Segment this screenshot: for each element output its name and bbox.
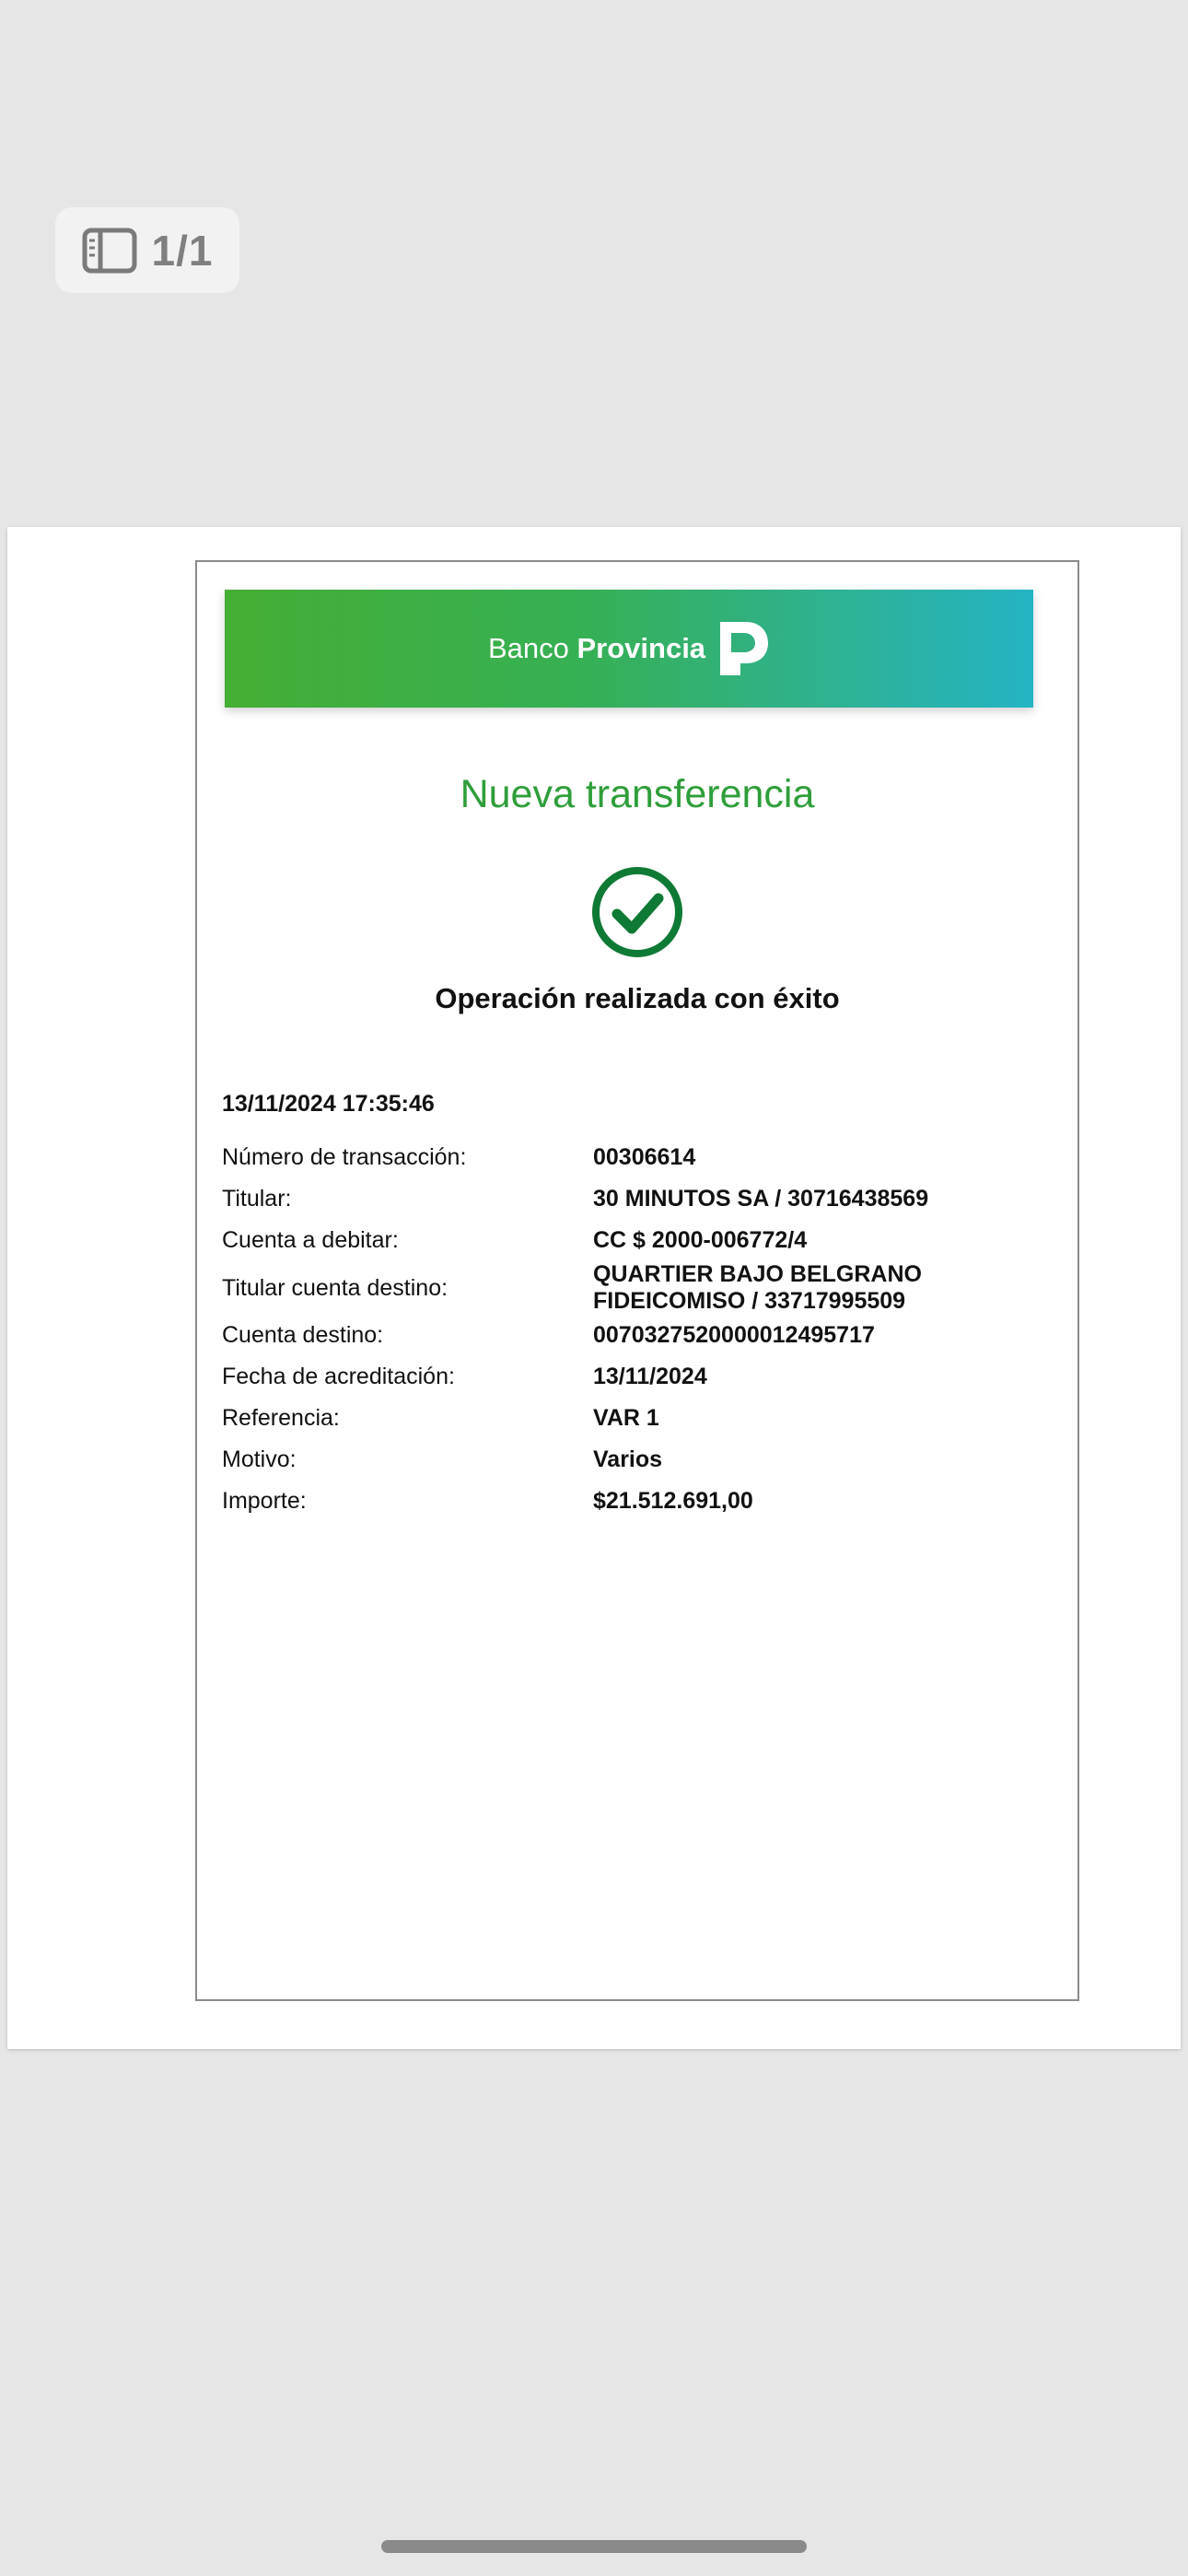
detail-label: Referencia: bbox=[222, 1405, 340, 1431]
bank-name: Banco Provincia bbox=[487, 632, 706, 664]
detail-row bbox=[222, 1439, 1051, 1481]
detail-value: 30 MINUTOS SA / 30716438569 bbox=[593, 1186, 929, 1212]
detail-row bbox=[222, 1398, 1051, 1439]
detail-value: VAR 1 bbox=[593, 1405, 659, 1431]
detail-label: Cuenta a debitar: bbox=[222, 1227, 399, 1253]
detail-row bbox=[222, 1481, 1051, 1522]
detail-label: Titular cuenta destino: bbox=[222, 1274, 448, 1301]
detail-label: Cuenta destino: bbox=[222, 1322, 384, 1348]
detail-row bbox=[222, 1137, 1051, 1178]
banco-provincia-logo-icon bbox=[718, 620, 770, 677]
page-indicator[interactable] bbox=[55, 207, 239, 293]
detail-value: 13/11/2024 bbox=[593, 1364, 707, 1389]
detail-row bbox=[222, 1220, 1051, 1261]
home-indicator[interactable] bbox=[381, 2540, 807, 2553]
detail-value: Varios bbox=[593, 1446, 663, 1472]
page-counter: 1/1 bbox=[151, 226, 214, 275]
success-message: Operación realizada con éxito bbox=[435, 982, 840, 1014]
detail-value: $21.512.691,00 bbox=[593, 1488, 753, 1514]
detail-label: Fecha de acreditación: bbox=[222, 1364, 455, 1389]
detail-value: 0070327520000012495717 bbox=[593, 1322, 875, 1348]
detail-row bbox=[222, 1356, 1051, 1398]
detail-row bbox=[222, 1261, 1051, 1315]
detail-value: QUARTIER BAJO BELGRANO FIDEICOMISO / 33717995509 bbox=[593, 1261, 922, 1314]
transaction-datetime: 13/11/2024 17:35:46 bbox=[222, 1091, 435, 1117]
detail-row bbox=[222, 1315, 1051, 1356]
transfer-receipt bbox=[195, 560, 1079, 2001]
check-circle-icon bbox=[591, 866, 683, 958]
detail-label: Motivo: bbox=[222, 1446, 297, 1472]
detail-value: CC $ 2000-006772/4 bbox=[593, 1227, 808, 1253]
detail-label: Importe: bbox=[222, 1488, 307, 1514]
page-title: Nueva transferencia bbox=[460, 772, 815, 816]
transfer-details bbox=[222, 1137, 1051, 1522]
sidebar-icon bbox=[82, 228, 137, 274]
detail-label: Número de transacción: bbox=[222, 1144, 467, 1170]
detail-row bbox=[222, 1178, 1051, 1220]
detail-value: 00306614 bbox=[593, 1144, 696, 1170]
detail-label: Titular: bbox=[222, 1186, 292, 1212]
bank-header bbox=[225, 590, 1033, 708]
